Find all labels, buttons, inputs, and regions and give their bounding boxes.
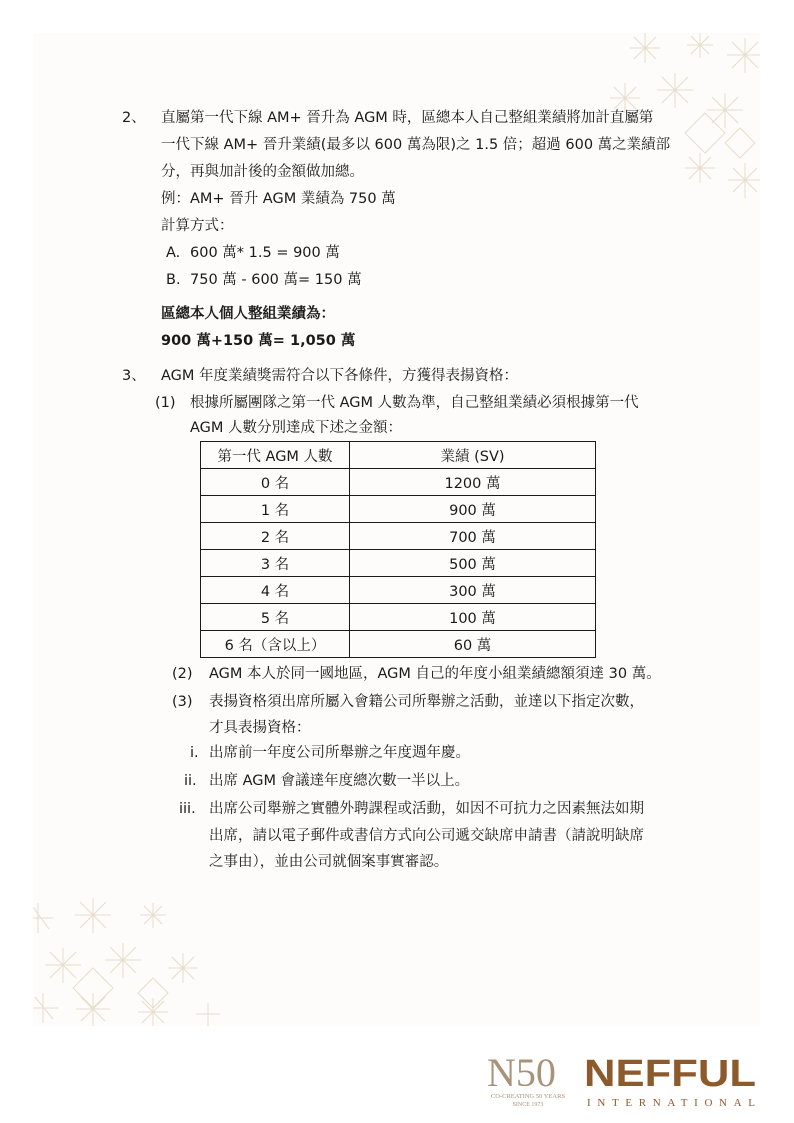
logo-tagline-1: CO-CREATING 50 YEARS bbox=[490, 1093, 566, 1100]
section-3-number: 3、 bbox=[122, 368, 146, 384]
table-header-agm-count: 第一代 AGM 人數 bbox=[201, 442, 350, 469]
section-3-title: AGM 年度業績獎需符合以下各條件，方獲得表揚資格： bbox=[161, 368, 519, 384]
table-cell-sv: 1200 萬 bbox=[350, 469, 596, 496]
item-3-line-2: 才具表揚資格： bbox=[209, 720, 311, 736]
section-2-line-2: 一代下線 AM+ 晉升業績(最多以 600 萬為限)之 1.5 倍；超過 600 萬之業績部 bbox=[161, 137, 671, 153]
item-1-line-1: 根據所屬團隊之第一代 AGM 人數為準，自己整組業績必須根據第一代 bbox=[190, 395, 639, 411]
item-3-marker: (3) bbox=[172, 694, 193, 710]
table-cell-sv: 500 萬 bbox=[350, 550, 596, 577]
item-1-line-2: AGM 人數分別達成下述之金額： bbox=[190, 420, 403, 436]
table-cell-count: 3 名 bbox=[201, 550, 350, 577]
table-cell-count: 1 名 bbox=[201, 496, 350, 523]
logo-brand: NEFFUL bbox=[584, 1053, 756, 1095]
sub-item-iii-line-3: 之事由），並由公司就個案事實審認。 bbox=[209, 854, 449, 870]
table-cell-count: 0 名 bbox=[201, 469, 350, 496]
logo-n50-mark: N50 bbox=[487, 1050, 556, 1095]
item-3-line-1: 表揚資格須出席所屬入會籍公司所舉辦之活動，並達以下指定次數， bbox=[209, 694, 644, 710]
table-row bbox=[201, 631, 596, 658]
calc-a-marker: A. bbox=[166, 245, 181, 261]
table-cell-sv: 300 萬 bbox=[350, 577, 596, 604]
sub-item-ii-text: 出席 AGM 會議達年度總次數一半以上。 bbox=[209, 773, 470, 789]
sub-item-i-text: 出席前一年度公司所舉辦之年度週年慶。 bbox=[209, 745, 470, 761]
section-2-number: 2、 bbox=[122, 110, 146, 126]
sub-item-i-marker: i. bbox=[190, 745, 199, 761]
table-cell-count: 4 名 bbox=[201, 577, 350, 604]
table-cell-count: 6 名（含以上） bbox=[201, 631, 350, 658]
result-value: 900 萬+150 萬= 1,050 萬 bbox=[161, 333, 356, 349]
table-cell-sv: 60 萬 bbox=[350, 631, 596, 658]
item-2-marker: (2) bbox=[172, 666, 193, 682]
item-2-text: AGM 本人於同一國地區，AGM 自己的年度小組業績總額須達 30 萬。 bbox=[209, 666, 661, 682]
sub-item-iii-marker: iii. bbox=[179, 801, 196, 817]
calc-a-text: 600 萬* 1.5 = 900 萬 bbox=[190, 245, 340, 261]
logo-tagline-2: SINCE 1973 bbox=[512, 1102, 544, 1108]
sub-item-iii-line-1: 出席公司舉辦之實體外聘課程或活動，如因不可抗力之因素無法如期 bbox=[209, 801, 644, 817]
table-row bbox=[201, 496, 596, 523]
calc-b-marker: B. bbox=[166, 272, 181, 288]
agm-requirements-table bbox=[200, 441, 596, 658]
table-header-sv: 業績 (SV) bbox=[350, 442, 596, 469]
section-2-example: 例：AM+ 晉升 AGM 業績為 750 萬 bbox=[161, 191, 396, 207]
table-cell-sv: 700 萬 bbox=[350, 523, 596, 550]
table-row bbox=[201, 469, 596, 496]
sub-item-iii-line-2: 出席，請以電子郵件或書信方式向公司遞交缺席申請書（請說明缺席 bbox=[209, 828, 644, 844]
table-row bbox=[201, 604, 596, 631]
decorative-pattern-bottom-left bbox=[33, 893, 223, 1026]
table-row bbox=[201, 523, 596, 550]
table-row bbox=[201, 550, 596, 577]
nefful-logo bbox=[487, 1050, 762, 1110]
table-header-row bbox=[201, 442, 596, 469]
table-cell-count: 2 名 bbox=[201, 523, 350, 550]
calc-b-text: 750 萬 - 600 萬= 150 萬 bbox=[190, 272, 362, 288]
section-2-line-3: 分，再與加計後的金額做加總。 bbox=[161, 164, 364, 180]
item-1-marker: (1) bbox=[155, 395, 176, 411]
section-2-line-1: 直屬第一代下線 AM+ 晉升為 AGM 時，區總本人自己整組業績將加計直屬第 bbox=[161, 110, 654, 126]
table-cell-sv: 900 萬 bbox=[350, 496, 596, 523]
table-row bbox=[201, 577, 596, 604]
sub-item-ii-marker: ii. bbox=[184, 773, 197, 789]
table-cell-sv: 100 萬 bbox=[350, 604, 596, 631]
logo-brand-sub: INTERNATIONAL bbox=[587, 1097, 755, 1109]
result-label: 區總本人個人整組業績為： bbox=[161, 306, 335, 322]
section-2-calc-label: 計算方式： bbox=[161, 218, 234, 234]
table-cell-count: 5 名 bbox=[201, 604, 350, 631]
